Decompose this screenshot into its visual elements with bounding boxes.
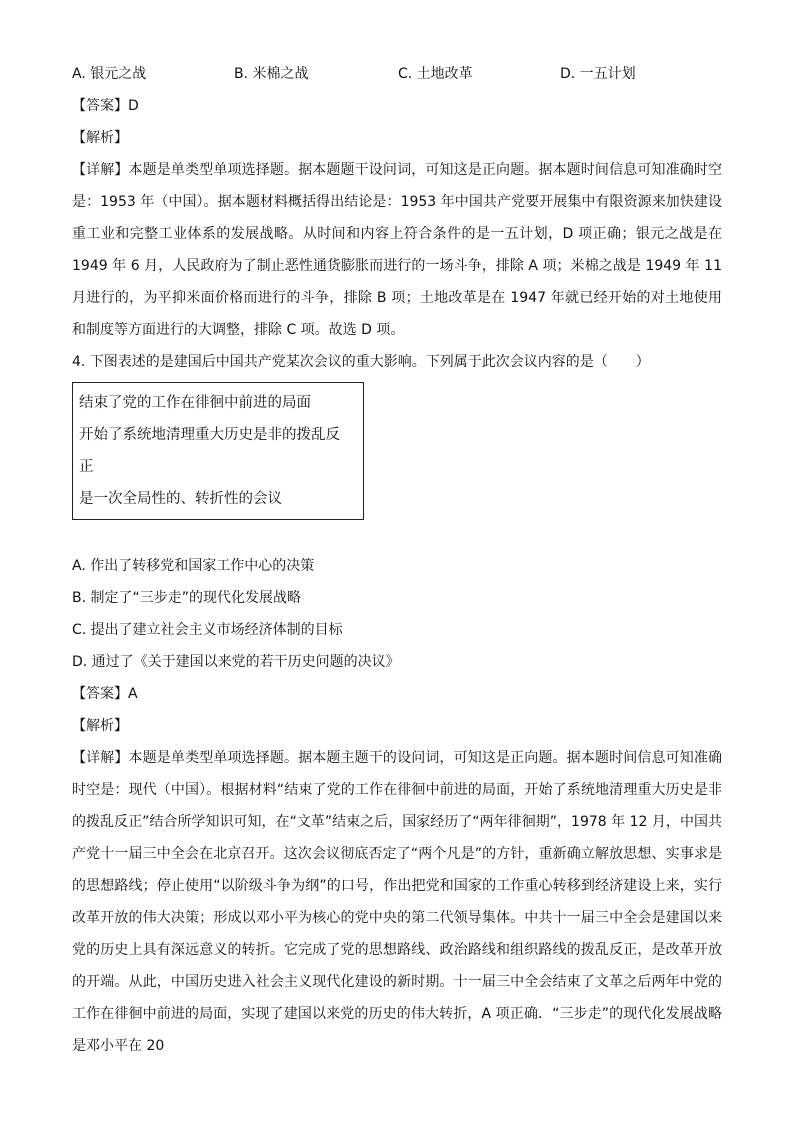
q3-option-c: C. 土地改革	[398, 66, 473, 82]
q4-stem: 4. 下图表述的是建国后中国共产党某次会议的重大影响。下列属于此次会议内容的是（ ）	[72, 354, 650, 370]
q4-material-box	[72, 382, 364, 520]
q3-answer: 【答案】D	[72, 98, 139, 114]
q3-detail: 【详解】本题是单类型单项选择题。据本题题干设问词，可知这是正向题。据本题时间信息可知准确时空是：1953 年（中国）。据本题材料概括得出结论是：1953 年中国共产党要开展集中有限资源来加快建设重工业和完整工业体系的发展战略。从时间和内容上符合条件的是一五计划，D 项正确；银元之战是在 1949 年 6 月，人民政府为了制止恶性通货膨胀而进行的一场斗争，排除 A 项；米棉之战是 1949 年 11 月进行的，为平抑米面价格而进行的斗争，排除 B 项；土地改革是在 1947 年就已经开始的对土地使用和制度等方面进行的大调整，排除 C 项。故选 D 项。	[72, 162, 722, 338]
q4-option-c: C. 提出了建立社会主义市场经济体制的目标	[72, 622, 343, 638]
q4-option-d: D. 通过了《关于建国以来党的若干历史问题的决议》	[72, 654, 400, 670]
q4-box-line: 是一次全局性的、转折性的会议	[79, 491, 282, 507]
q4-option-b: B. 制定了“三步走”的现代化发展战略	[72, 590, 302, 606]
q4-answer: 【答案】A	[72, 686, 138, 702]
q4-detail: 【详解】本题是单类型单项选择题。据本题主题干的设问词，可知这是正向题。据本题时间信息可知准确时空是：现代（中国）。根据材料“结束了党的工作在徘徊中前进的局面，开始了系统地清理重大历史是非的拨乱反正”结合所学知识可知，在“文革”结束之后，国家经历了“两年徘徊期”，1978 年 12 月，中国共产党十一届三中全会在北京召开。这次会议彻底否定了“两个凡是”的方针，重新确立解放思想、实事求是的思想路线；停止使用“以阶级斗争为纲”的口号，作出把党和国家的工作重心转移到经济建设上来，实行改革开放的伟大决策；形成以邓小平为核心的党中央的第二代领导集体。中共十一届三中全会是建国以来党的历史上具有深远意义的转折。它完成了党的思想路线、政治路线和组织路线的拨乱反正，是改革开放的开端。从此，中国历史进入社会主义现代化建设的新时期。十一届三中全会结束了文革之后两年中党的工作在徘徊中前进的局面，实现了建国以来党的历史的伟大转折，A 项正确．“三步走”的现代化发展战略是邓小平在 20	[72, 750, 722, 1054]
q3-options	[72, 58, 722, 90]
q3-option-b: B. 米棉之战	[234, 66, 309, 82]
q3-option-a: A. 银元之战	[72, 66, 147, 82]
document-page	[72, 58, 722, 1062]
q4-option-a: A. 作出了转移党和国家工作中心的决策	[72, 558, 315, 574]
q3-option-d: D. 一五计划	[560, 66, 636, 82]
q4-box-line: 开始了系统地清理重大历史是非的拨乱反	[79, 427, 340, 443]
q4-analysis-label: 【解析】	[72, 718, 128, 734]
q3-analysis-label: 【解析】	[72, 130, 128, 146]
q4-box-line: 结束了党的工作在徘徊中前进的局面	[79, 395, 311, 411]
q4-box-line: 正	[79, 459, 94, 475]
